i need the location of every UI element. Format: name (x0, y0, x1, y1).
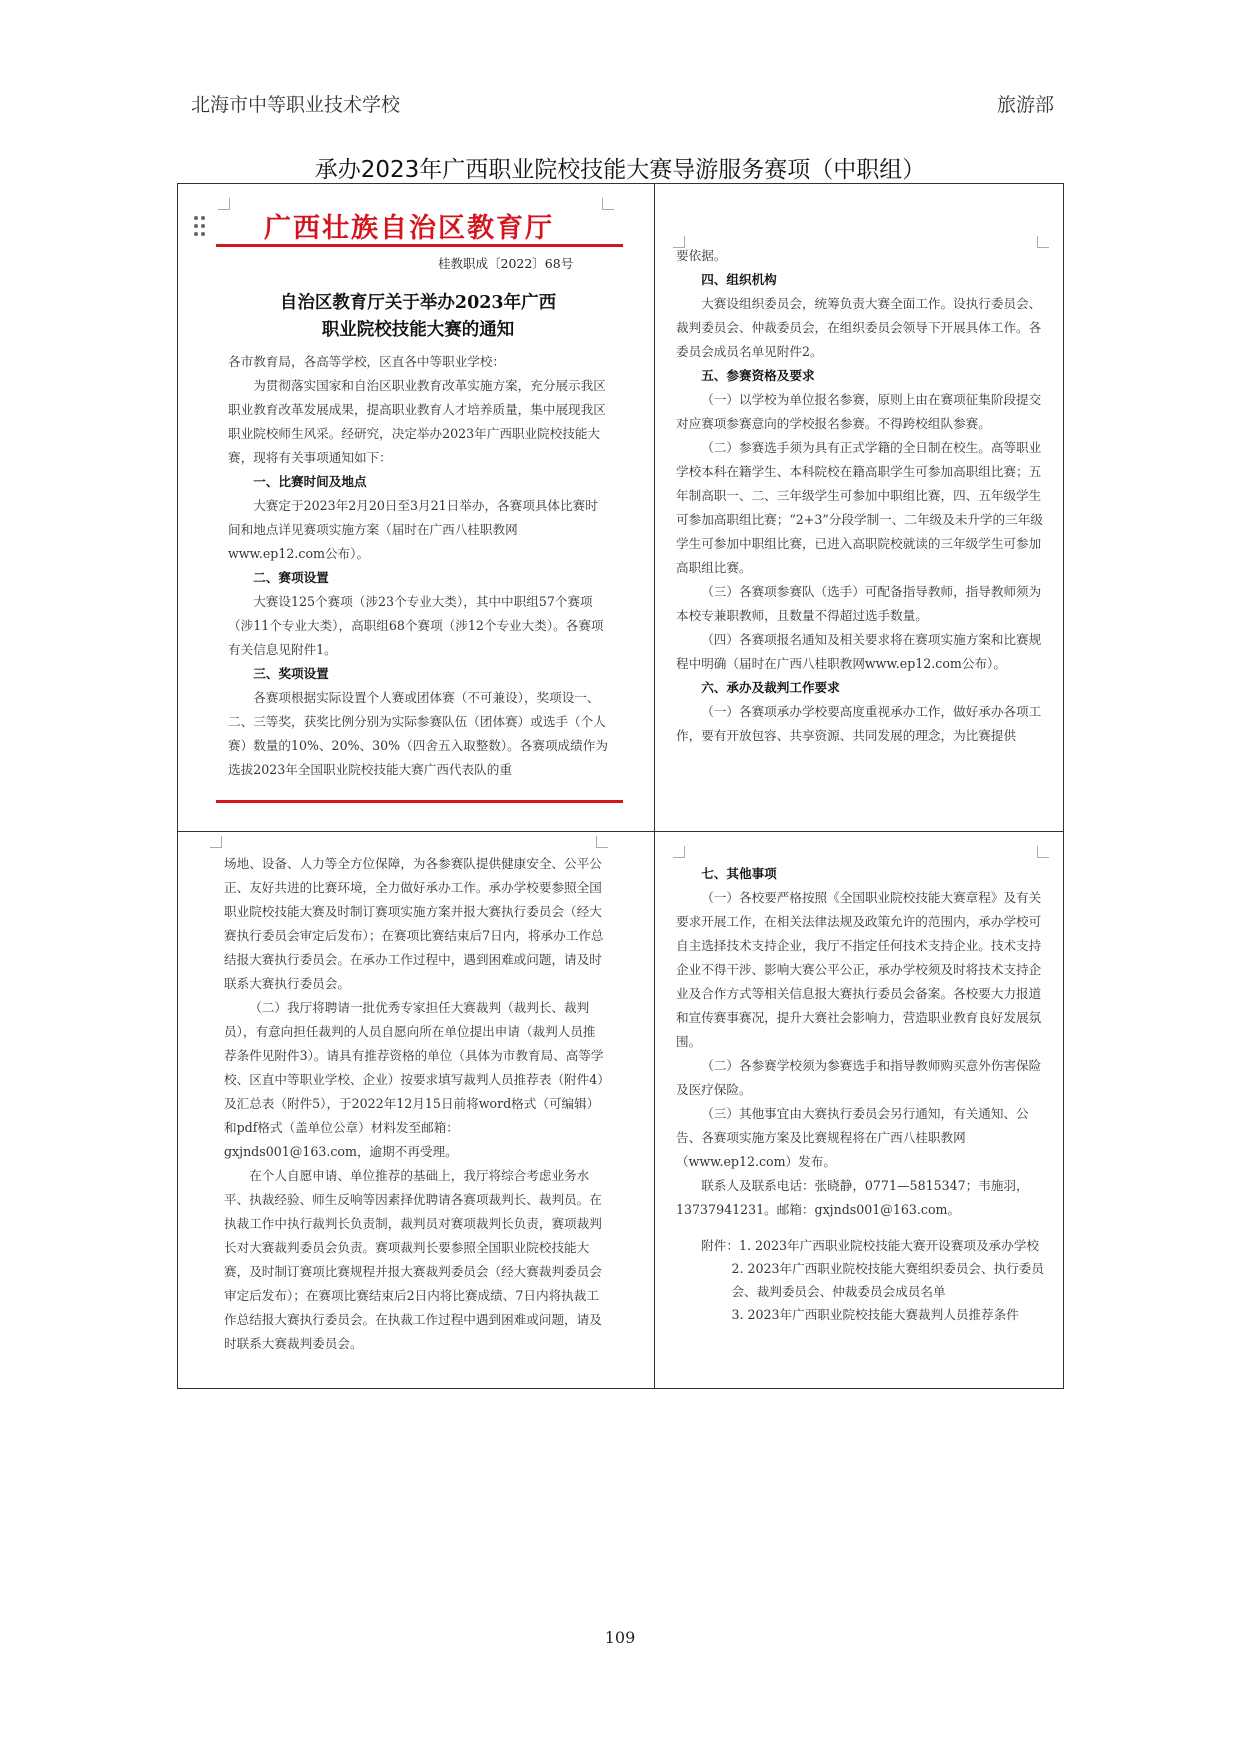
margin-mark (210, 836, 222, 848)
scan-page-1 (178, 184, 654, 831)
margin-mark (596, 836, 608, 848)
paragraph: （三）其他事宜由大赛执行委员会另行通知，有关通知、公告、各赛项实施方案及比赛规程将在广西八桂职教网（www.ep12.com）发布。 (676, 1106, 1029, 1169)
scan-page-3 (178, 832, 654, 1388)
page-1-body (228, 350, 608, 782)
letterhead-red-rule (216, 244, 623, 247)
paragraph: 大赛设组织委员会，统筹负责大赛全面工作。设执行委员会、裁判委员会、仲裁委员会，在组织委员会领导下开展具体工作。各委员会成员名单见附件2。 (676, 296, 1042, 359)
document-grid (177, 183, 1064, 1389)
attachment-item: 附件：1. 2023年广西职业院校技能大赛开设赛项及承办学校 (701, 1238, 1039, 1253)
section-heading: 二、赛项设置 (253, 570, 329, 585)
salutation: 各市教育局，各高等学校，区直各中等职业学校： (228, 354, 506, 369)
paragraph: （四）各赛项报名通知及相关要求将在赛项实施方案和比赛规程中明确（届时在广西八桂职教网www.ep12.com公布）。 (676, 632, 1042, 671)
scan-page-2 (655, 184, 1064, 831)
paragraph: （一）以学校为单位报名参赛，原则上由在赛项征集阶段提交对应赛项参赛意向的学校报名参赛。不得跨校组队参赛。 (676, 392, 1042, 431)
paragraph: 大赛定于2023年2月20日至3月21日举办，各赛项具体比赛时间和地点详见赛项实施方案（届时在广西八桂职教网www.ep12.com公布）。 (228, 498, 598, 561)
section-heading: 五、参赛资格及要求 (701, 368, 815, 383)
section-heading: 一、比赛时间及地点 (253, 474, 367, 489)
footer-red-rule (216, 800, 623, 803)
notice-title-line2: 职业院校技能大赛的通知 (321, 320, 515, 340)
paragraph: （一）各校要严格按照《全国职业院校技能大赛章程》及有关要求开展工作，在相关法律法规及政策允许的范围内，承办学校可自主选择技术支持企业，我厅不指定任何技术支持企业。技术支持企业不得干涉、影响大赛公平公正，承办学校须及时将技术支持企业及合作方式等相关信息报大赛执行委员会备案。各校要大力报道和宣传赛事赛况，提升大赛社会影响力，营造职业教育良好发展氛围。 (676, 890, 1042, 1049)
paragraph: （一）各赛项承办学校要高度重视承办工作，做好承办各项工作，要有开放包容、共享资源、共同发展的理念，为比赛提供 (676, 704, 1042, 743)
section-heading: 三、奖项设置 (253, 666, 329, 681)
margin-mark (1037, 846, 1049, 858)
paragraph: （二）各参赛学校须为参赛选手和指导教师购买意外伤害保险及医疗保险。 (676, 1058, 1042, 1097)
document-number: 桂教职成〔2022〕68号 (438, 256, 574, 271)
page-2-body (676, 244, 1044, 748)
page-3-body (224, 852, 604, 1356)
paragraph: 在个人自愿申请、单位推荐的基础上，我厅将综合考虑业务水平、执裁经验、师生反响等因素择优聘请各赛项裁判长、裁判员。在执裁工作中执行裁判长负责制，裁判员对赛项裁判长负责，赛项裁判长对大赛裁判委员会负责。赛项裁判长要参照全国职业院校技能大赛，及时制订赛项比赛规程并报大赛裁判委员会（经大赛裁判委员会审定后发布）；在赛项比赛结束后2日内将比赛成绩、7日内将执裁工作总结报大赛执行委员会。在执裁工作过程中遇到困难或问题，请及时联系大赛裁判委员会。 (224, 1168, 602, 1351)
page-4-body (676, 862, 1044, 1326)
section-heading: 四、组织机构 (701, 272, 777, 287)
paragraph: 要依据。 (676, 248, 727, 263)
margin-mark (673, 846, 685, 858)
drag-handle-icon[interactable] (194, 216, 208, 240)
paragraph: （二）参赛选手须为具有正式学籍的全日制在校生。高等职业学校本科在籍学生、本科院校在籍高职学生可参加高职组比赛；五年制高职一、二、三年级学生可参加中职组比赛，四、五年级学生可参加高职组比赛；“2+3”分段学制一、二年级及未升学的三年级学生可参加中职组比赛，已进入高职院校就读的三年级学生可参加高职组比赛。 (676, 440, 1043, 575)
margin-mark (218, 198, 230, 210)
attachment-item: 3. 2023年广西职业院校技能大赛裁判人员推荐条件 (731, 1307, 1019, 1322)
paragraph: 各赛项根据实际设置个人赛或团体赛（不可兼设），奖项设一、二、三等奖，获奖比例分别为实际参赛队伍（团体赛）或选手（个人赛）数量的10%、20%、30%（四舍五入取整数）。各赛项成绩作为选拔2023年全国职业院校技能大赛广西代表队的重 (228, 690, 608, 777)
paragraph: 联系人及联系电话：张晓静，0771—5815347；韦施羽，13737941231。邮箱：gxjnds001@163.com。 (676, 1178, 1029, 1217)
paragraph: 为贯彻落实国家和自治区职业教育改革实施方案，充分展示我区职业教育改革发展成果，提高职业教育人才培养质量，集中展现我区职业院校师生风采。经研究，决定举办2023年广西职业院校技能大赛，现将有关事项通知如下： (228, 378, 606, 465)
paragraph: 场地、设备、人力等全方位保障，为各参赛队提供健康安全、公平公正、友好共进的比赛环境，全力做好承办工作。承办学校要参照全国职业院校技能大赛及时制订赛项实施方案并报大赛执行委员会（经大赛执行委员会审定后发布）；在赛项比赛结束后7日内，将承办工作总结报大赛执行委员会。在承办工作过程中，遇到困难或问题，请及时联系大赛执行委员会。 (224, 856, 604, 991)
scan-page-4 (655, 832, 1064, 1388)
paragraph: （三）各赛项参赛队（选手）可配备指导教师，指导教师须为本校专兼职教师，且数量不得超过选手数量。 (676, 584, 1042, 623)
page-header-right: 旅游部 (997, 94, 1055, 116)
notice-title-line1: 自治区教育厅关于举办2023年广西 (279, 293, 557, 313)
margin-mark (602, 198, 614, 210)
page-number: 109 (604, 1628, 636, 1647)
attachments (676, 1234, 1044, 1326)
section-heading: 七、其他事项 (701, 866, 777, 881)
section-heading: 六、承办及裁判工作要求 (701, 680, 840, 695)
paragraph: 大赛设125个赛项（涉23个专业大类），其中中职组57个赛项（涉11个专业大类），高职组68个赛项（涉12个专业大类）。各赛项有关信息见附件1。 (228, 594, 604, 657)
notice-title (208, 290, 628, 344)
letterhead: 广西壮族自治区教育厅 (264, 213, 554, 244)
page-title: 承办2023年广西职业院校技能大赛导游服务赛项（中职组） (314, 157, 926, 183)
paragraph: （二）我厅将聘请一批优秀专家担任大赛裁判（裁判长、裁判员），有意向担任裁判的人员自愿向所在单位提出申请（裁判人员推荐条件见附件3）。请具有推荐资格的单位（具体为市教育局、高等学校、区直中等职业学校、企业）按要求填写裁判人员推荐表（附件4）及汇总表（附件5），于2022年12月15日前将word格式（可编辑）和pdf格式（盖单位公章）材料发至邮箱：gxjnds001@163.com，逾期不再受理。 (224, 1000, 604, 1159)
page-header-left: 北海市中等职业技术学校 (191, 94, 401, 116)
attachment-item: 2. 2023年广西职业院校技能大赛组织委员会、执行委员会、裁判委员会、仲裁委员会成员名单 (731, 1261, 1044, 1299)
